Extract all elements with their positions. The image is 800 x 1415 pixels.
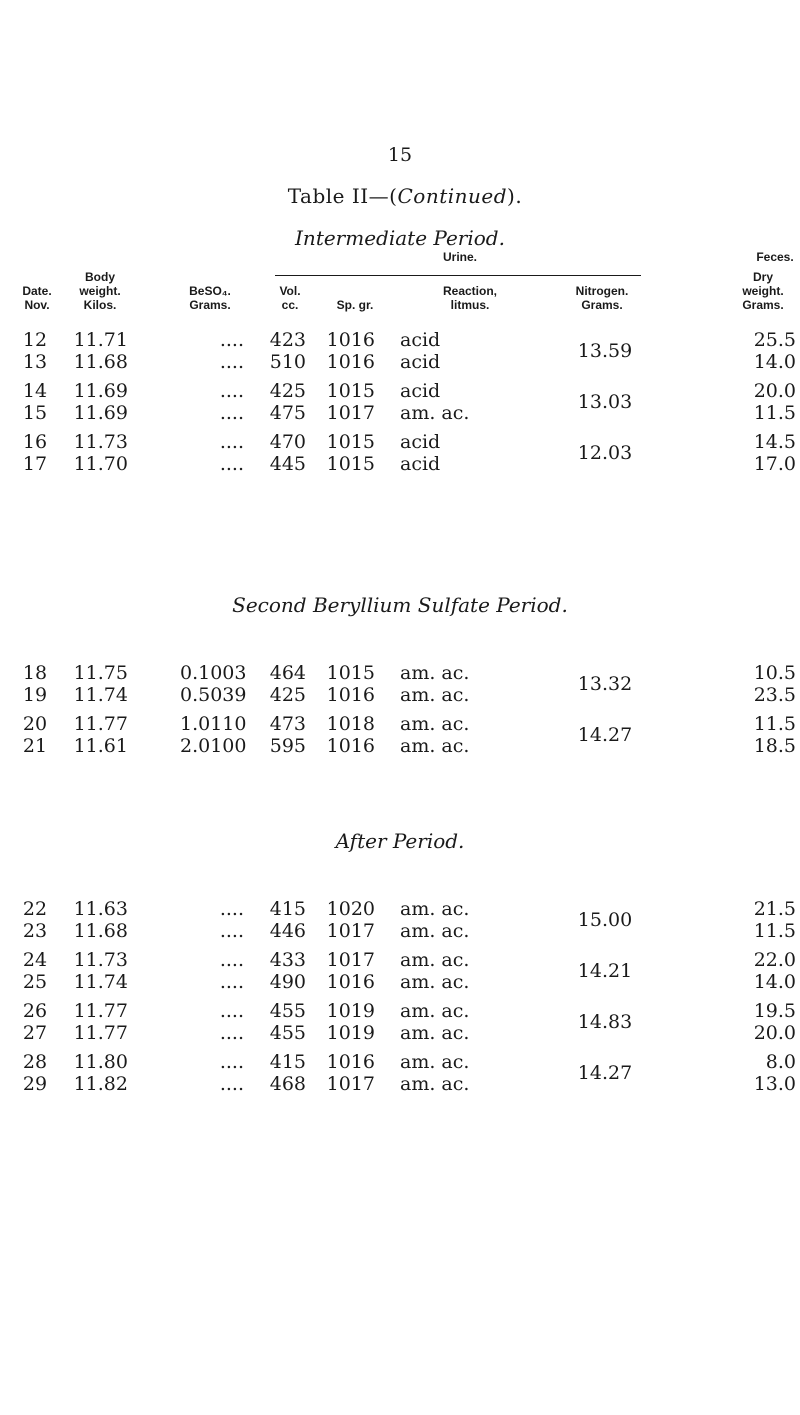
header-body-weight-line1: Body — [85, 270, 115, 284]
cell-spgr: 1017 — [326, 1073, 375, 1095]
cell-reaction: am. ac. — [400, 920, 470, 942]
cell-vol: 445 — [269, 453, 306, 475]
cell-vol: 464 — [269, 662, 306, 684]
cell-date: 12 — [22, 329, 48, 351]
cell-reaction: acid — [400, 453, 441, 475]
cell-beso4: .... — [219, 1073, 244, 1095]
cell-vol: 415 — [269, 1051, 306, 1073]
cell-vol: 455 — [269, 1022, 306, 1044]
cell-beso4: 0.5039 — [180, 684, 247, 706]
cell-reaction: acid — [400, 380, 441, 402]
header-body-weight-line3: Kilos. — [83, 298, 117, 312]
header-dry-weight — [728, 270, 798, 312]
cell-spgr: 1016 — [326, 971, 375, 993]
cell-nitrogen: 15.00 — [577, 909, 633, 931]
table-title — [0, 184, 800, 208]
cell-reaction: am. ac. — [400, 735, 470, 757]
table-title-prefix: Table II—( — [287, 184, 398, 208]
cell-spgr: 1017 — [326, 402, 375, 424]
cell-spgr: 1015 — [326, 662, 375, 684]
section-title: Intermediate Period. — [295, 226, 505, 250]
feces-group-label: Feces. — [756, 250, 794, 264]
cell-weight: 11.74 — [73, 971, 128, 993]
cell-weight: 11.61 — [73, 735, 128, 757]
cell-date: 23 — [22, 920, 48, 942]
cell-feces: 8.0 — [765, 1051, 796, 1073]
cell-date: 16 — [22, 431, 48, 453]
cell-feces: 14.5 — [753, 431, 796, 453]
cell-feces: 17.0 — [753, 453, 796, 475]
header-vol-line2: cc. — [281, 298, 299, 312]
cell-reaction: am. ac. — [400, 662, 470, 684]
cell-spgr: 1016 — [326, 684, 375, 706]
cell-nitrogen: 13.32 — [577, 673, 633, 695]
cell-weight: 11.68 — [73, 351, 128, 373]
cell-feces: 20.0 — [753, 380, 796, 402]
cell-feces: 20.0 — [753, 1022, 796, 1044]
cell-reaction: am. ac. — [400, 402, 470, 424]
header-vol-line1: Vol. — [279, 284, 301, 298]
cell-feces: 19.5 — [753, 1000, 796, 1022]
cell-vol: 490 — [269, 971, 306, 993]
cell-reaction: am. ac. — [400, 949, 470, 971]
header-nitrogen-line1: Nitrogen. — [575, 284, 629, 298]
header-date — [12, 284, 62, 312]
cell-feces: 10.5 — [753, 662, 796, 684]
cell-nitrogen: 13.59 — [577, 340, 633, 362]
cell-spgr: 1017 — [326, 920, 375, 942]
cell-beso4: .... — [219, 1000, 244, 1022]
cell-vol: 446 — [269, 920, 306, 942]
cell-vol: 425 — [269, 380, 306, 402]
cell-reaction: acid — [400, 329, 441, 351]
cell-vol: 415 — [269, 898, 306, 920]
cell-feces: 14.0 — [753, 351, 796, 373]
cell-weight: 11.82 — [73, 1073, 128, 1095]
cell-feces: 11.5 — [753, 402, 796, 424]
cell-spgr: 1020 — [326, 898, 375, 920]
cell-weight: 11.77 — [73, 713, 128, 735]
header-reaction-line2: litmus. — [450, 298, 490, 312]
page-number: 15 — [387, 144, 413, 166]
cell-nitrogen: 14.21 — [577, 960, 633, 982]
cell-weight: 11.75 — [73, 662, 128, 684]
cell-weight: 11.73 — [73, 949, 128, 971]
cell-vol: 468 — [269, 1073, 306, 1095]
cell-date: 17 — [22, 453, 48, 475]
cell-beso4: .... — [219, 402, 244, 424]
cell-weight: 11.63 — [73, 898, 128, 920]
cell-vol: 473 — [269, 713, 306, 735]
cell-beso4: .... — [219, 453, 244, 475]
cell-spgr: 1019 — [326, 1022, 375, 1044]
cell-date: 25 — [22, 971, 48, 993]
cell-date: 19 — [22, 684, 48, 706]
header-dry-weight-line3: Grams. — [742, 298, 784, 312]
header-body-weight-line2: weight. — [79, 284, 121, 298]
cell-beso4: .... — [219, 920, 244, 942]
cell-reaction: am. ac. — [400, 684, 470, 706]
cell-weight: 11.74 — [73, 684, 128, 706]
header-body-weight — [65, 270, 135, 312]
cell-reaction: acid — [400, 431, 441, 453]
cell-reaction: am. ac. — [400, 713, 470, 735]
cell-date: 29 — [22, 1073, 48, 1095]
cell-weight: 11.69 — [73, 380, 128, 402]
cell-date: 21 — [22, 735, 48, 757]
cell-reaction: acid — [400, 351, 441, 373]
cell-weight: 11.70 — [73, 453, 128, 475]
cell-reaction: am. ac. — [400, 1000, 470, 1022]
cell-weight: 11.71 — [73, 329, 128, 351]
cell-beso4: .... — [219, 380, 244, 402]
cell-spgr: 1016 — [326, 329, 375, 351]
header-nitrogen-line2: Grams. — [581, 298, 623, 312]
urine-brace — [275, 275, 641, 276]
cell-feces: 13.0 — [753, 1073, 796, 1095]
cell-date: 20 — [22, 713, 48, 735]
cell-date: 27 — [22, 1022, 48, 1044]
cell-beso4: 2.0100 — [180, 735, 247, 757]
header-beso4 — [175, 284, 245, 312]
cell-beso4: 1.0110 — [180, 713, 247, 735]
cell-feces: 11.5 — [753, 713, 796, 735]
cell-spgr: 1016 — [326, 735, 375, 757]
cell-feces: 18.5 — [753, 735, 796, 757]
cell-spgr: 1018 — [326, 713, 375, 735]
header-dry-weight-line1: Dry — [752, 270, 773, 284]
cell-date: 18 — [22, 662, 48, 684]
cell-vol: 455 — [269, 1000, 306, 1022]
cell-date: 24 — [22, 949, 48, 971]
cell-vol: 433 — [269, 949, 306, 971]
table-title-suffix: ). — [507, 184, 523, 208]
cell-beso4: .... — [219, 329, 244, 351]
cell-weight: 11.77 — [73, 1022, 128, 1044]
cell-spgr: 1017 — [326, 949, 375, 971]
cell-beso4: 0.1003 — [180, 662, 247, 684]
table-title-continued: Continued — [397, 184, 508, 208]
urine-group-label: Urine. — [442, 250, 477, 264]
cell-vol: 425 — [269, 684, 306, 706]
cell-weight: 11.68 — [73, 920, 128, 942]
cell-beso4: .... — [219, 351, 244, 373]
header-date-line1: Date. — [22, 284, 52, 298]
cell-weight: 11.69 — [73, 402, 128, 424]
cell-feces: 22.0 — [753, 949, 796, 971]
header-beso4-line2: Grams. — [189, 298, 231, 312]
cell-vol: 595 — [269, 735, 306, 757]
header-reaction — [420, 284, 520, 312]
cell-reaction: am. ac. — [400, 971, 470, 993]
cell-spgr: 1015 — [326, 431, 375, 453]
cell-spgr: 1016 — [326, 351, 375, 373]
cell-reaction: am. ac. — [400, 1073, 470, 1095]
cell-nitrogen: 12.03 — [577, 442, 633, 464]
cell-reaction: am. ac. — [400, 1051, 470, 1073]
cell-weight: 11.77 — [73, 1000, 128, 1022]
header-date-line2: Nov. — [24, 298, 50, 312]
header-nitrogen — [557, 284, 647, 312]
cell-vol: 423 — [269, 329, 306, 351]
cell-beso4: .... — [219, 1051, 244, 1073]
cell-vol: 470 — [269, 431, 306, 453]
cell-feces: 11.5 — [753, 920, 796, 942]
header-sp-gr: Sp. gr. — [336, 298, 374, 312]
cell-feces: 14.0 — [753, 971, 796, 993]
cell-feces: 21.5 — [753, 898, 796, 920]
cell-date: 13 — [22, 351, 48, 373]
cell-vol: 510 — [269, 351, 306, 373]
header-vol — [260, 284, 320, 312]
cell-spgr: 1015 — [326, 453, 375, 475]
cell-date: 26 — [22, 1000, 48, 1022]
cell-feces: 25.5 — [753, 329, 796, 351]
header-beso4-line1: BeSO₄. — [189, 284, 231, 298]
cell-beso4: .... — [219, 949, 244, 971]
cell-feces: 23.5 — [753, 684, 796, 706]
cell-beso4: .... — [219, 971, 244, 993]
cell-nitrogen: 14.27 — [577, 1062, 633, 1084]
cell-reaction: am. ac. — [400, 898, 470, 920]
cell-weight: 11.73 — [73, 431, 128, 453]
cell-reaction: am. ac. — [400, 1022, 470, 1044]
cell-beso4: .... — [219, 1022, 244, 1044]
cell-nitrogen: 14.83 — [577, 1011, 633, 1033]
section-title: Second Beryllium Sulfate Period. — [232, 593, 568, 617]
cell-date: 15 — [22, 402, 48, 424]
cell-weight: 11.80 — [73, 1051, 128, 1073]
cell-date: 28 — [22, 1051, 48, 1073]
cell-date: 22 — [22, 898, 48, 920]
cell-spgr: 1015 — [326, 380, 375, 402]
cell-vol: 475 — [269, 402, 306, 424]
cell-nitrogen: 14.27 — [577, 724, 633, 746]
cell-spgr: 1019 — [326, 1000, 375, 1022]
cell-spgr: 1016 — [326, 1051, 375, 1073]
header-dry-weight-line2: weight. — [742, 284, 784, 298]
cell-beso4: .... — [219, 898, 244, 920]
cell-date: 14 — [22, 380, 48, 402]
section-title: After Period. — [335, 829, 465, 853]
cell-beso4: .... — [219, 431, 244, 453]
cell-nitrogen: 13.03 — [577, 391, 633, 413]
header-reaction-line1: Reaction, — [442, 284, 497, 298]
